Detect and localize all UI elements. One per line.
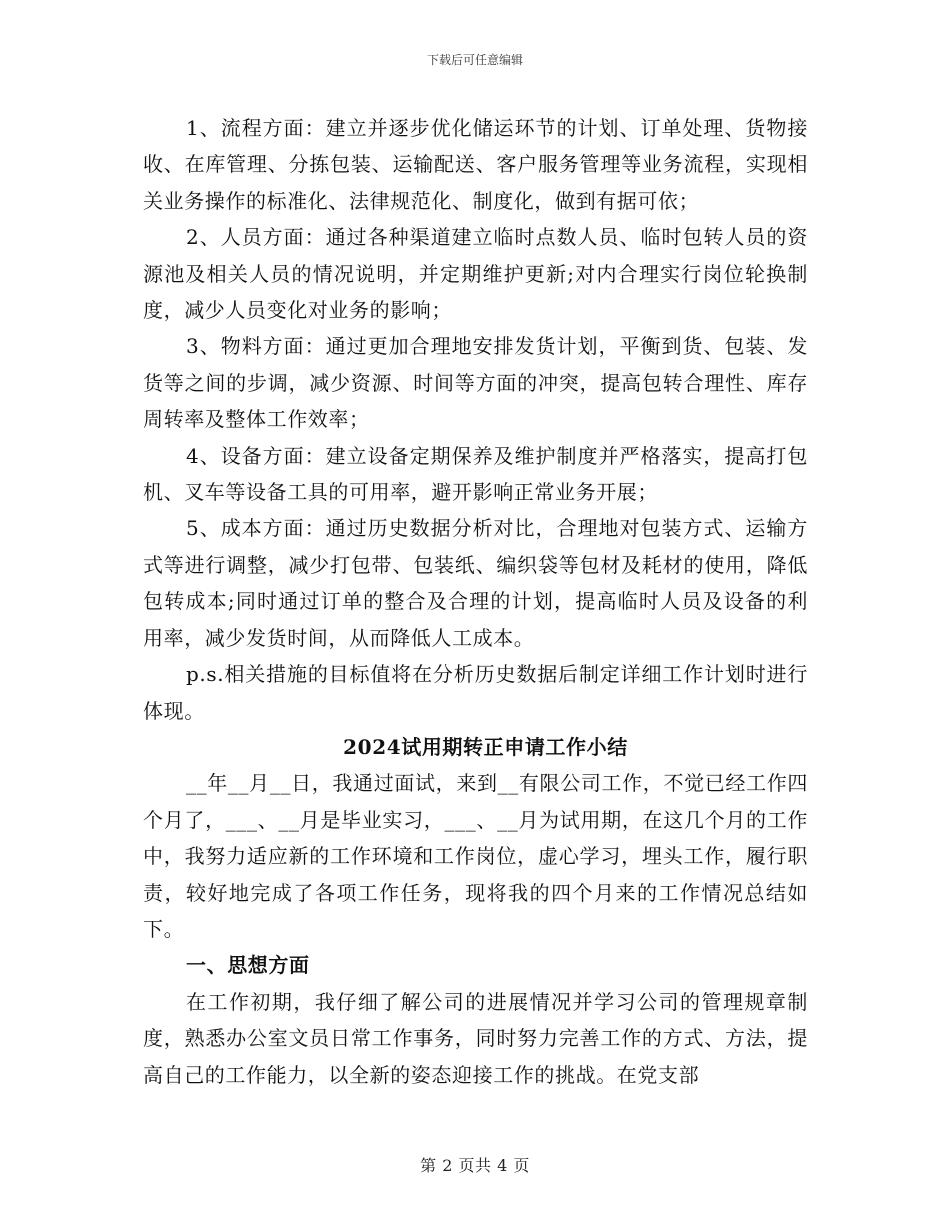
paragraph-cost: 5、成本方面：通过历史数据分析对比，合理地对包装方式、运输方式等进行调整，减少打包带、包装纸、编织袋等包材及耗材的使用，降低包转成本;同时通过订单的整合及合理的计划，提高临时人员及设备的利用率，减少发货时间，从而降低人工成本。 bbox=[143, 516, 808, 650]
paragraph-equipment: 4、设备方面：建立设备定期保养及维护制度并严格落实，提高打包机、叉车等设备工具的可用率，避开影响正常业务开展； bbox=[143, 443, 808, 505]
paragraph-materials: 3、物料方面：通过更加合理地安排发货计划，平衡到货、包装、发货等之间的步调，减少资源、时间等方面的冲突，提高包转合理性、库存周转率及整体工作效率； bbox=[143, 334, 808, 432]
page-header-note: 下载后可任意编辑 bbox=[426, 53, 523, 67]
document-body bbox=[143, 110, 808, 1093]
paragraph-intro: __年__月__日，我通过面试，来到__有限公司工作，不觉已经工作四个月了，___、__月是毕业实习，___、__月为试用期，在这几个月的工作中，我努力适应新的工作环境和工作岗位，虚心学习，埋头工作，履行职责，较好地完成了各项工作任务，现将我的四个月来的工作情况总结如下。 bbox=[143, 771, 808, 941]
section-heading-thoughts: 一、思想方面 bbox=[186, 953, 310, 978]
paragraph-process: 1、流程方面：建立并逐步优化储运环节的计划、订单处理、货物接收、在库管理、分拣包装、运输配送、客户服务管理等业务流程，实现相关业务操作的标准化、法律规范化、制度化，做到有据可依； bbox=[143, 116, 808, 213]
document-title: 2024试用期转正申请工作小结 bbox=[343, 734, 628, 759]
paragraph-thoughts: 在工作初期，我仔细了解公司的进展情况并学习公司的管理规章制度，熟悉办公室文员日常工作事务，同时努力完善工作的方式、方法，提高自己的工作能力，以全新的姿态迎接工作的挑战。在党支部 bbox=[143, 989, 808, 1087]
paragraph-personnel: 2、人员方面：通过各种渠道建立临时点数人员、临时包转人员的资源池及相关人员的情况说明，并定期维护更新;对内合理实行岗位轮换制度，减少人员变化对业务的影响； bbox=[143, 225, 808, 323]
page-number: 第 2 页共 4 页 bbox=[420, 1156, 530, 1175]
paragraph-ps-note: p.s.相关措施的目标值将在分析历史数据后制定详细工作计划时进行体现。 bbox=[143, 662, 808, 723]
